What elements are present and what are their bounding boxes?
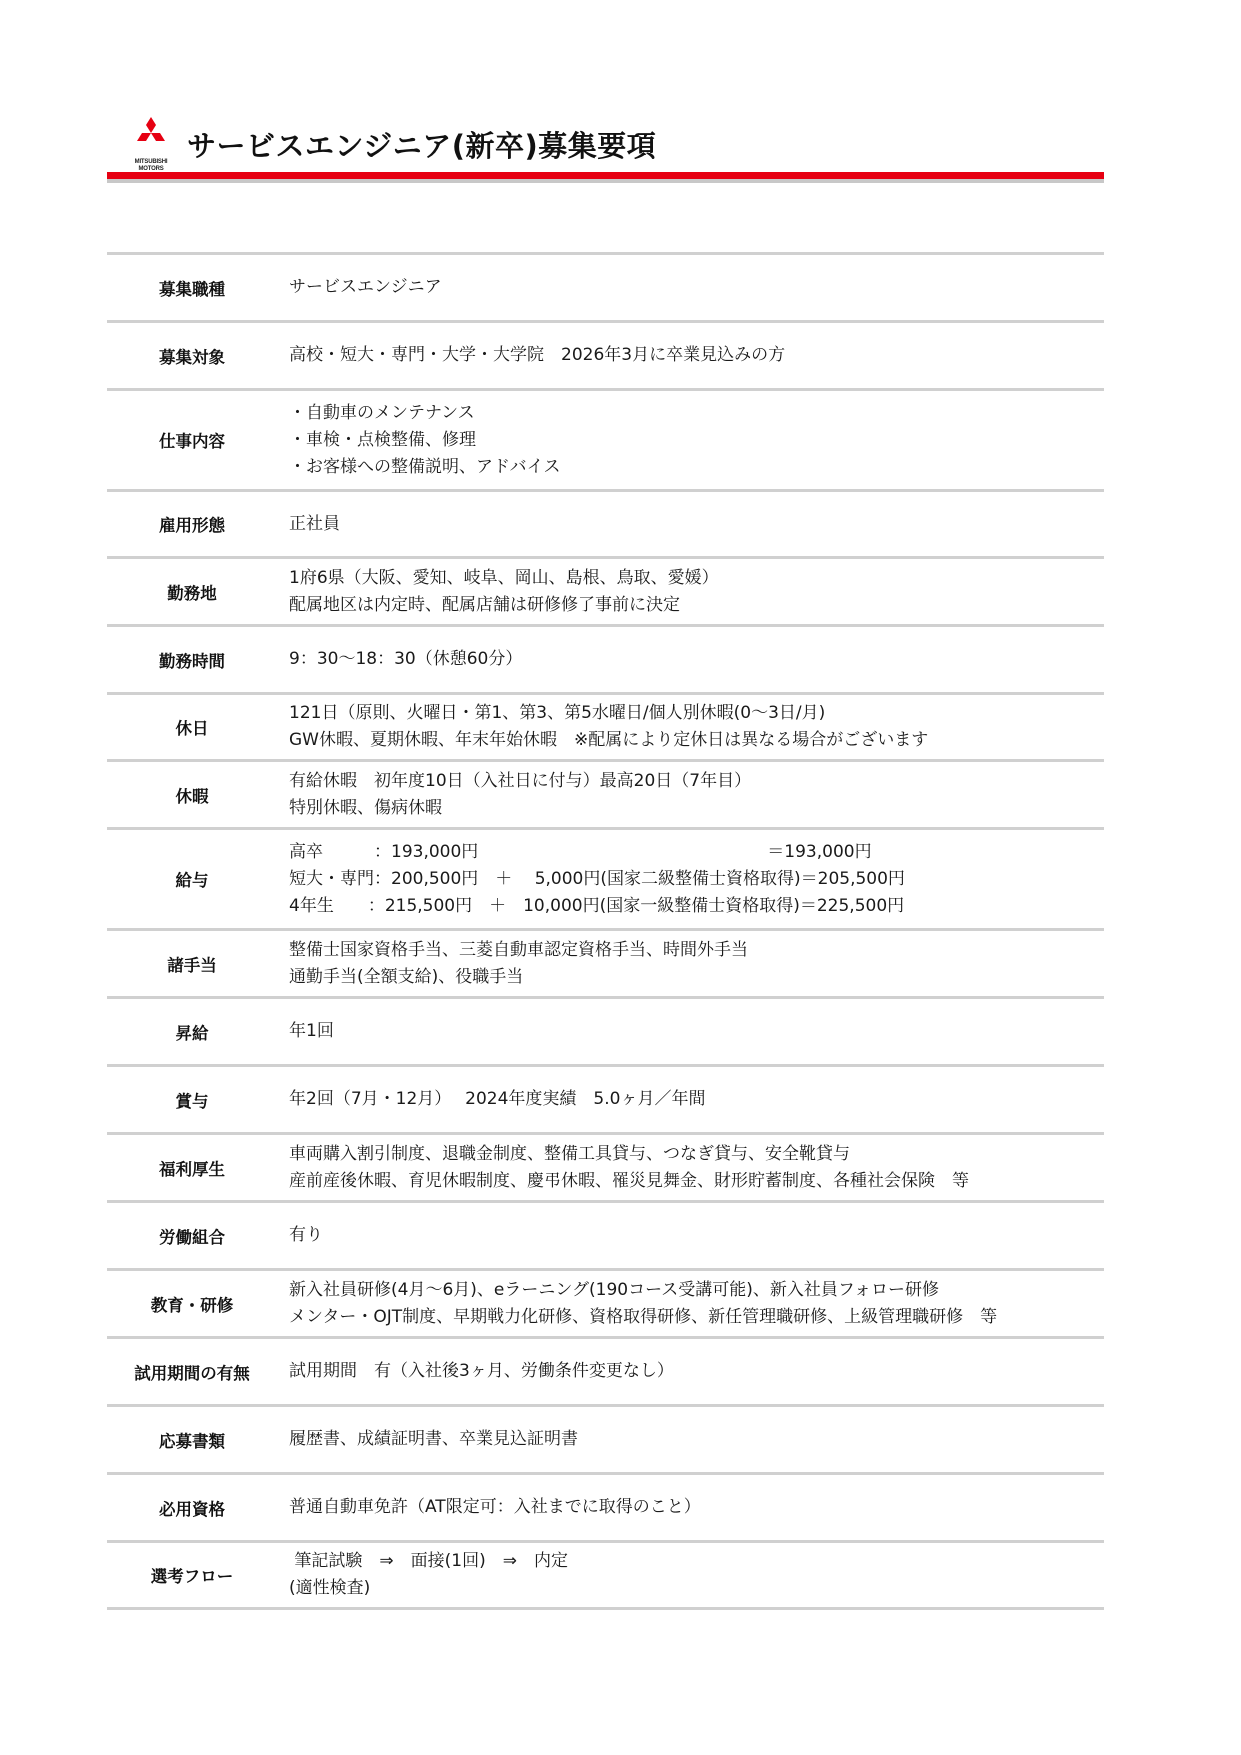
recruitment-table xyxy=(107,252,1104,1610)
table-row xyxy=(107,1200,1104,1268)
row-value: 車両購入割引制度、退職金制度、整備工具貸与、つなぎ貸与、安全靴貸与 産前産後休暇、育児休暇制度、慶弔休暇、罹災見舞金、財形貯蓄制度、各種社会保険 等 xyxy=(289,1143,969,1191)
row-label: 給与 xyxy=(175,871,209,890)
table-row xyxy=(107,928,1104,996)
table-row xyxy=(107,692,1104,759)
row-label: 勤務時間 xyxy=(159,651,225,671)
row-label: 試用期間の有無 xyxy=(134,1363,250,1383)
row-label: 募集職種 xyxy=(159,279,225,299)
row-value: 筆記試験 ⇒ 面接(1回) ⇒ 内定 (適性検査) xyxy=(289,1551,568,1598)
table-row xyxy=(107,1268,1104,1336)
row-label: 必用資格 xyxy=(159,1499,225,1519)
row-value: 121日（原則、火曜日・第1、第3、第5水曜日/個人別休暇(0～3日/月) GW休暇、夏期休暇、年末年始休暇 ※配属により定休日は異なる場合がございます xyxy=(289,703,929,750)
row-label: 賞与 xyxy=(175,1091,209,1111)
row-value: 年2回（7月・12月） 2024年度実績 5.0ヶ月／年間 xyxy=(289,1089,706,1109)
row-label: 昇給 xyxy=(175,1023,209,1043)
row-value: 年1回 xyxy=(289,1021,334,1041)
row-label: 応募書類 xyxy=(159,1431,225,1451)
table-row xyxy=(107,320,1104,388)
row-value: 正社員 xyxy=(289,513,340,534)
row-label: 諸手当 xyxy=(167,955,217,975)
row-label: 福利厚生 xyxy=(159,1159,225,1179)
table-row xyxy=(107,1064,1104,1132)
logo-text: MITSUBISHI MOTORS xyxy=(134,159,168,172)
table-row xyxy=(107,489,1104,556)
mitsubishi-motors-logo xyxy=(129,115,173,173)
row-label: 雇用形態 xyxy=(159,516,225,535)
table-row xyxy=(107,759,1104,827)
table-row xyxy=(107,1336,1104,1404)
row-value: 有り xyxy=(289,1225,323,1245)
table-row xyxy=(107,556,1104,624)
row-value: ・自動車のメンテナンス ・車検・点検整備、修理 ・お客様への整備説明、アドバイス xyxy=(289,402,561,477)
row-label: 労働組合 xyxy=(159,1227,225,1247)
three-diamonds-icon xyxy=(129,115,173,159)
row-label: 教育・研修 xyxy=(150,1295,234,1315)
table-row xyxy=(107,388,1104,489)
row-value: 履歴書、成績証明書、卒業見込証明書 xyxy=(289,1429,578,1449)
row-label: 勤務地 xyxy=(167,583,217,603)
table-row xyxy=(107,1404,1104,1472)
row-value: 9：30～18：30（休憩60分） xyxy=(289,649,523,669)
row-label: 選考フロー xyxy=(150,1567,234,1586)
table-row xyxy=(107,252,1104,320)
row-value: 高校・短大・専門・大学・大学院 2026年3月に卒業見込みの方 xyxy=(289,345,786,365)
header-red-rule xyxy=(107,172,1104,179)
row-value: サービスエンジニア xyxy=(289,277,442,297)
row-value: 普通自動車免許（AT限定可：入社までに取得のこと） xyxy=(289,1497,701,1517)
row-value: 高卒 ：193,000円 ＝193,000円 短大・専門：200,500円 ＋ 5,000円(国家二級整備士資格取得)＝205,500円 4年生 ：215,500円 ＋ 10,000円(国家一級整備士資格取得)＝225,500円 xyxy=(289,841,905,916)
row-value: 試用期間 有（入社後3ヶ月、労働条件変更なし） xyxy=(289,1361,674,1381)
row-value: 1府6県（大阪、愛知、岐阜、岡山、島根、鳥取、愛媛） 配属地区は内定時、配属店舗は研修修了事前に決定 xyxy=(289,567,719,615)
table-row xyxy=(107,1132,1104,1200)
table-row xyxy=(107,1472,1104,1540)
table-row xyxy=(107,827,1104,928)
table-row xyxy=(107,624,1104,692)
row-label: 休日 xyxy=(175,719,209,738)
row-label: 休暇 xyxy=(175,786,209,806)
row-value: 新入社員研修(4月～6月)、eラーニング(190コース受講可能)、新入社員フォロー研修 メンター・OJT制度、早期戦力化研修、資格取得研修、新任管理職研修、上級管理職研修 等 xyxy=(289,1279,998,1327)
table-row xyxy=(107,1540,1104,1610)
row-value: 有給休暇 初年度10日（入社日に付与）最高20日（7年目） 特別休暇、傷病休暇 xyxy=(289,770,752,818)
table-row xyxy=(107,996,1104,1064)
row-label: 仕事内容 xyxy=(159,432,225,451)
header-gray-rule xyxy=(107,179,1104,183)
page-title: サービスエンジニア(新卒)募集要項 xyxy=(187,129,657,163)
row-value: 整備士国家資格手当、三菱自動車認定資格手当、時間外手当 通勤手当(全額支給)、役職手当 xyxy=(289,939,748,987)
row-label: 募集対象 xyxy=(159,347,225,367)
